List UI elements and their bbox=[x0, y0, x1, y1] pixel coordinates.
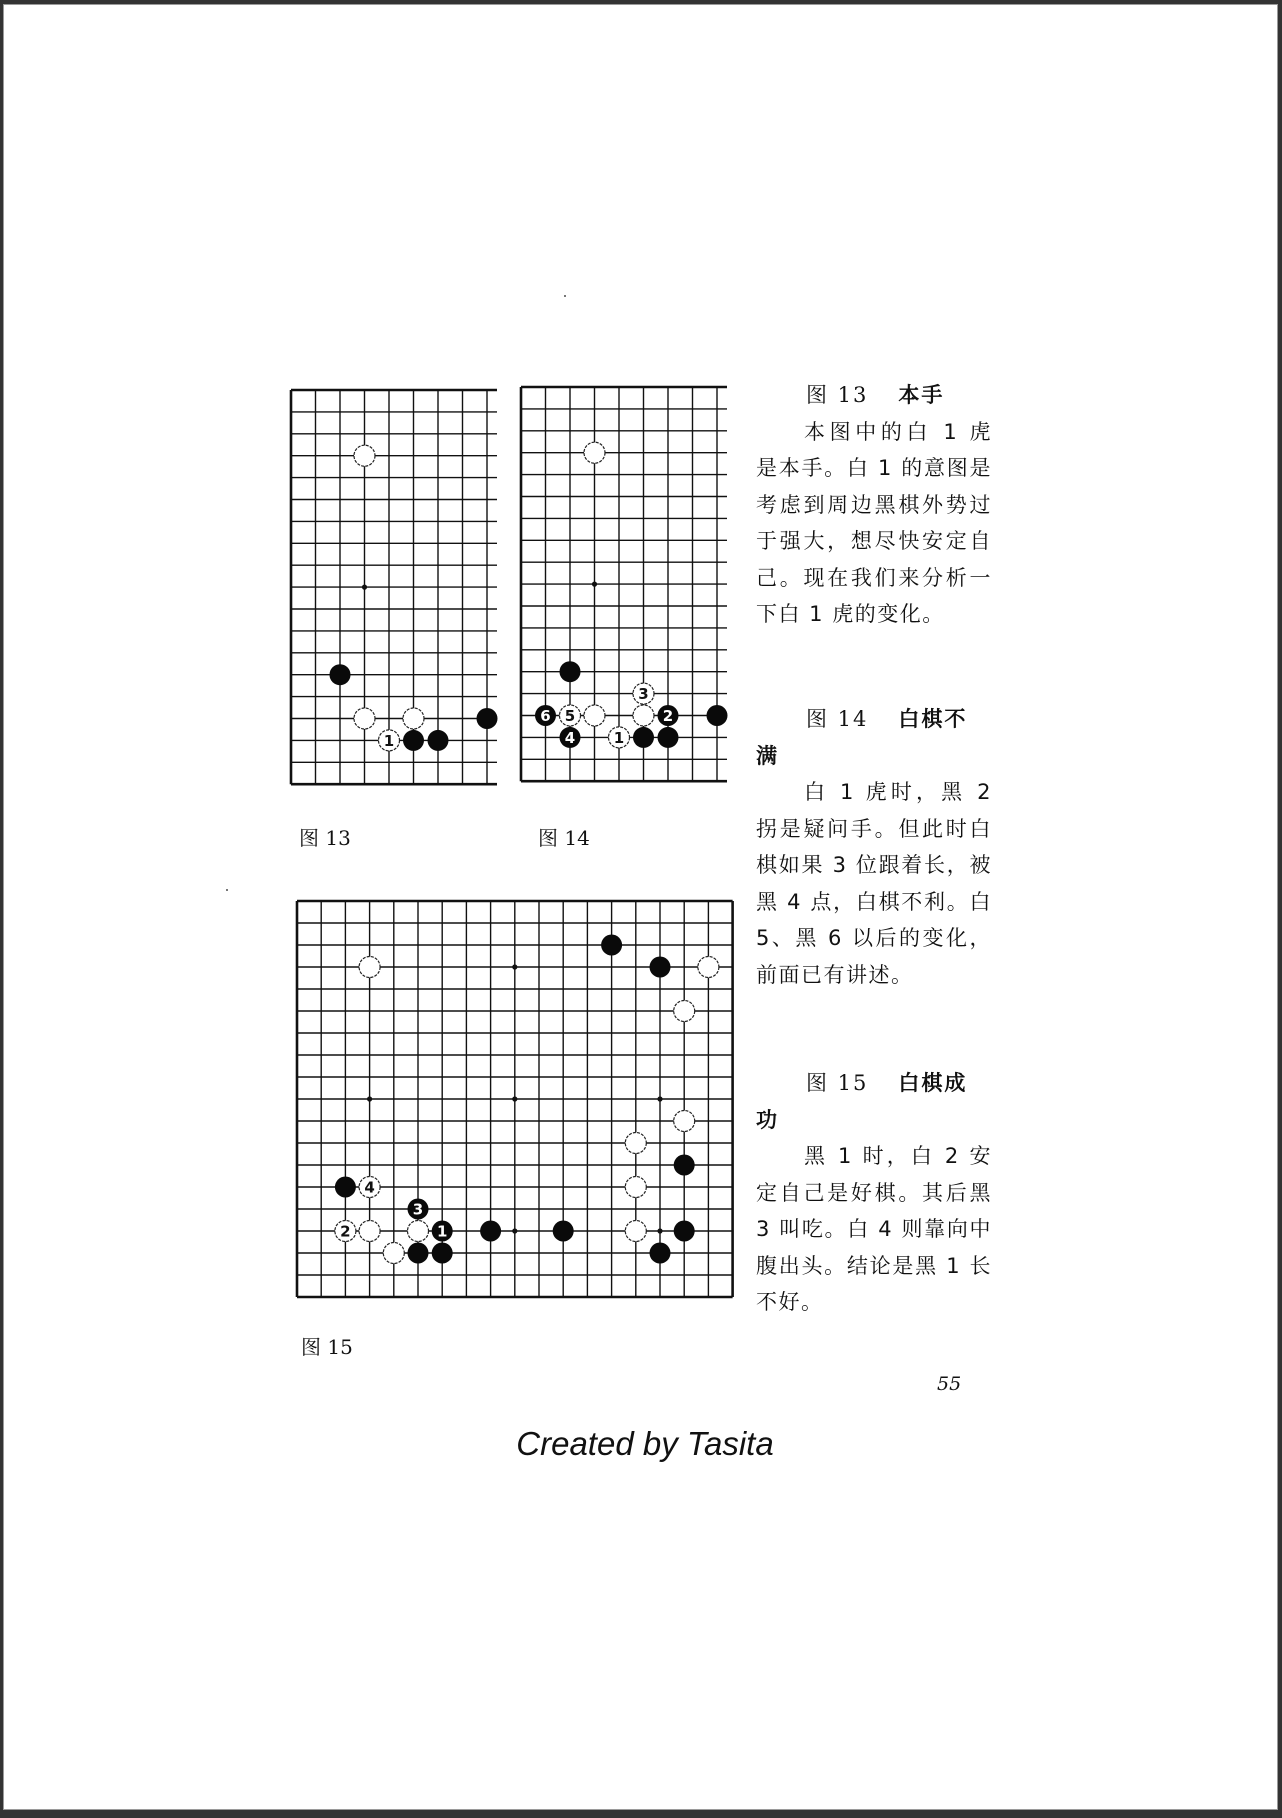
svg-text:2: 2 bbox=[340, 1222, 351, 1241]
white-stone-5 bbox=[560, 705, 581, 726]
white-stone-1 bbox=[379, 730, 400, 751]
commentary-body: 白 1 虎时，黑 2 拐是疑问手。但此时白棋如果 3 位跟着长，被黑 4 点，白棋不利。白 5、黑 6 以后的变化，前面已有讲述。 bbox=[756, 780, 992, 987]
black-stone bbox=[432, 1243, 453, 1264]
svg-text:2: 2 bbox=[662, 707, 674, 725]
book-page bbox=[3, 4, 1278, 1810]
black-stone bbox=[480, 1221, 501, 1242]
white-stone-2 bbox=[335, 1221, 356, 1242]
svg-text:4: 4 bbox=[364, 1178, 375, 1197]
svg-text:1: 1 bbox=[436, 1222, 448, 1241]
commentary-title: 白棋成 bbox=[898, 1071, 968, 1095]
svg-text:6: 6 bbox=[540, 707, 551, 725]
black-stone bbox=[330, 664, 351, 685]
figure-caption-15: 图 15 bbox=[301, 1335, 353, 1359]
white-stone bbox=[633, 705, 654, 726]
white-stone bbox=[625, 1133, 646, 1154]
commentary-title-continued: 功 bbox=[756, 1107, 779, 1132]
figure-ref: 图 15 bbox=[806, 1071, 869, 1095]
black-stone bbox=[553, 1221, 574, 1242]
commentary-heading bbox=[756, 701, 992, 738]
scan-speck bbox=[226, 889, 228, 891]
commentary-fig15 bbox=[756, 1065, 992, 1321]
black-stone bbox=[408, 1243, 429, 1264]
commentary-body: 本图中的白 1 虎是本手。白 1 的意图是考虑到周边黑棋外势过于强大，想尽快安定自己。现在我们来分析一下白 1 虎的变化。 bbox=[756, 419, 992, 626]
figure-caption-14: 图 14 bbox=[538, 826, 590, 850]
figure-caption-13: 图 13 bbox=[299, 826, 351, 850]
svg-text:5: 5 bbox=[564, 707, 576, 725]
go-board-figure-15 bbox=[294, 898, 766, 1302]
black-stone bbox=[674, 1221, 695, 1242]
black-stone-2 bbox=[658, 705, 679, 726]
figure-ref: 图 14 bbox=[806, 707, 869, 731]
black-stone-1 bbox=[432, 1221, 453, 1242]
scan-speck bbox=[564, 295, 566, 297]
credit-watermark: Created by Tasita bbox=[516, 1425, 774, 1462]
white-stone bbox=[584, 705, 605, 726]
black-stone bbox=[674, 1155, 695, 1176]
white-stone-3 bbox=[633, 683, 654, 704]
page-number: 55 bbox=[937, 1373, 962, 1395]
commentary-title: 本手 bbox=[898, 383, 945, 407]
commentary-body: 黑 1 时，白 2 安定自己是好棋。其后黑 3 叫吃。白 4 则靠向中腹出头。结论是黑 1 长不好。 bbox=[756, 1144, 992, 1314]
white-stone bbox=[625, 1221, 646, 1242]
svg-text:1: 1 bbox=[613, 728, 625, 747]
black-stone bbox=[403, 730, 424, 751]
black-stone-3 bbox=[408, 1199, 429, 1220]
black-stone bbox=[650, 1243, 671, 1264]
black-stone bbox=[658, 727, 679, 748]
svg-text:3: 3 bbox=[412, 1200, 424, 1219]
black-stone bbox=[633, 727, 654, 748]
white-stone bbox=[584, 442, 605, 463]
white-stone bbox=[359, 957, 380, 978]
white-stone bbox=[625, 1177, 646, 1198]
viewer-bottom-bar bbox=[0, 1811, 1282, 1818]
black-stone bbox=[601, 935, 622, 956]
svg-text:3: 3 bbox=[638, 685, 649, 704]
commentary-fig13 bbox=[756, 377, 992, 633]
figure-ref: 图 13 bbox=[806, 383, 869, 407]
commentary-fig14 bbox=[756, 701, 992, 993]
white-stone bbox=[354, 708, 375, 729]
commentary-heading bbox=[756, 1065, 992, 1102]
svg-text:1: 1 bbox=[383, 731, 395, 750]
black-stone bbox=[428, 730, 449, 751]
white-stone-1 bbox=[609, 727, 630, 748]
white-stone bbox=[698, 957, 719, 978]
white-stone bbox=[408, 1221, 429, 1242]
go-board-figure-14 bbox=[518, 384, 736, 786]
white-stone bbox=[674, 1111, 695, 1132]
black-stone-4 bbox=[560, 727, 581, 748]
commentary-title: 白棋不 bbox=[898, 707, 968, 731]
white-stone bbox=[354, 445, 375, 466]
svg-text:4: 4 bbox=[564, 728, 576, 747]
white-stone bbox=[383, 1243, 404, 1264]
white-stone-4 bbox=[359, 1177, 380, 1198]
commentary-heading bbox=[756, 377, 992, 414]
white-stone bbox=[403, 708, 424, 729]
black-stone bbox=[707, 705, 728, 726]
white-stone bbox=[674, 1001, 695, 1022]
commentary-title-continued: 满 bbox=[756, 743, 779, 768]
go-board-figure-13 bbox=[288, 387, 506, 789]
black-stone bbox=[477, 708, 498, 729]
black-stone bbox=[560, 661, 581, 682]
black-stone bbox=[335, 1177, 356, 1198]
white-stone bbox=[359, 1221, 380, 1242]
black-stone bbox=[650, 957, 671, 978]
black-stone-6 bbox=[535, 705, 556, 726]
